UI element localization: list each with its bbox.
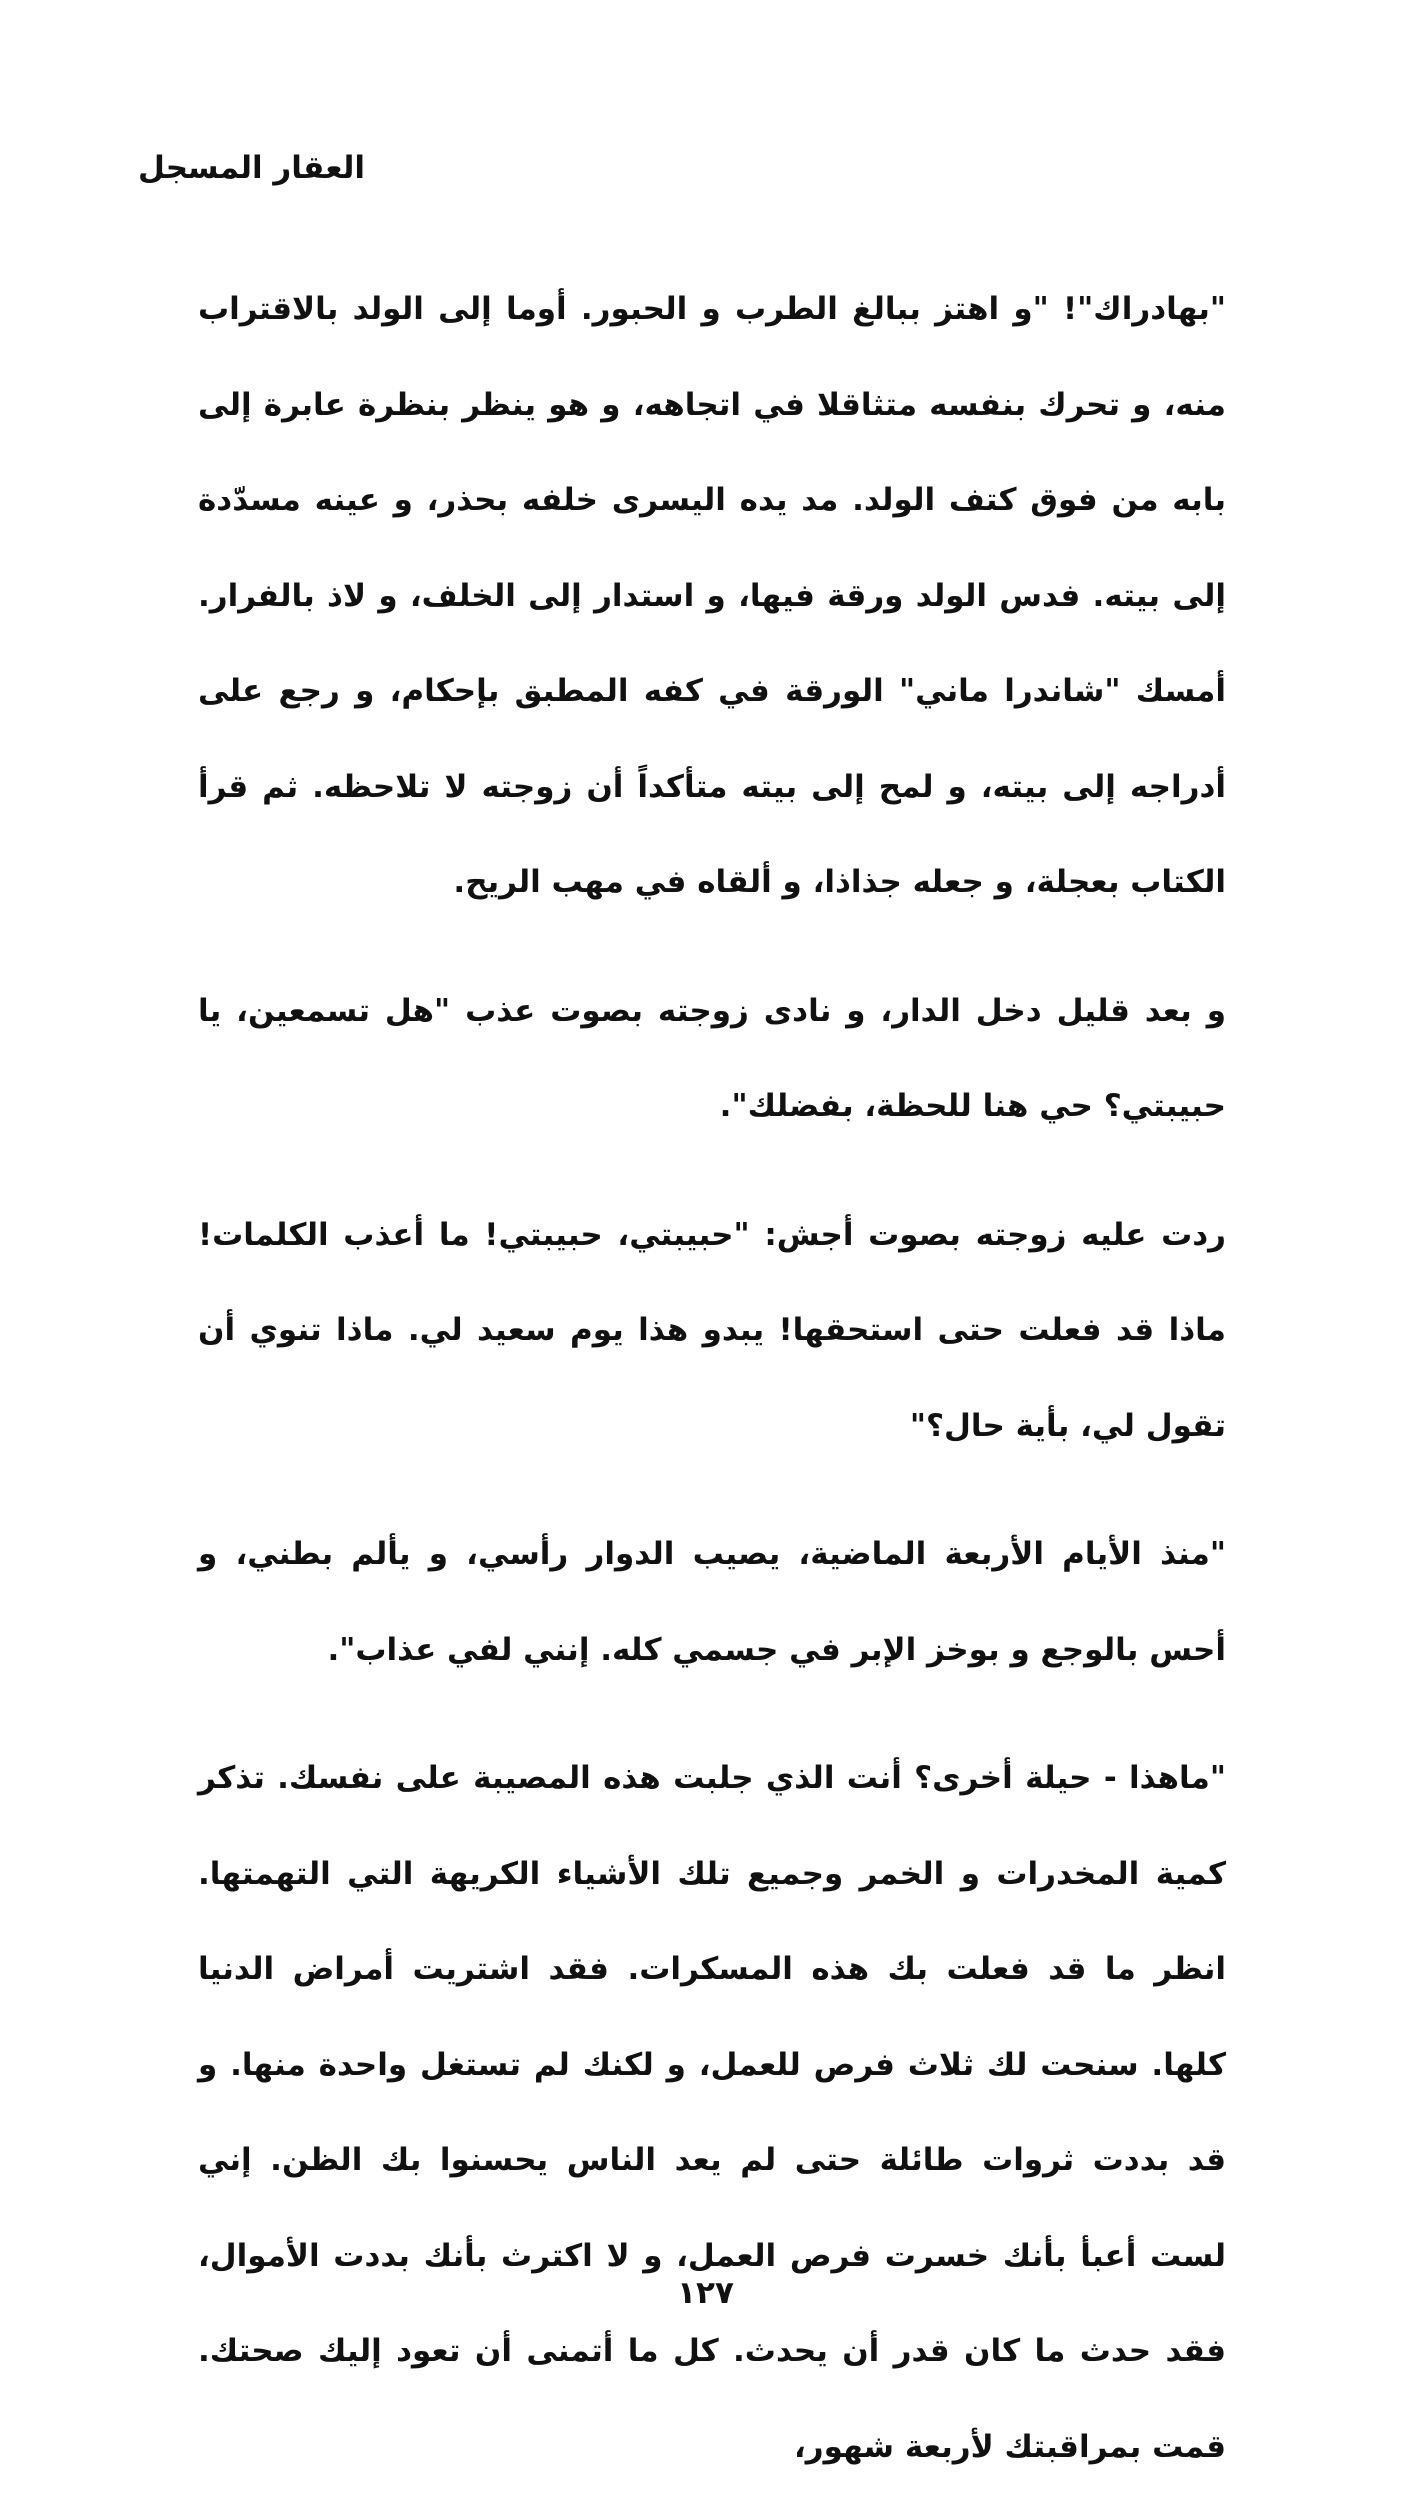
paragraph-3: ردت عليه زوجته بصوت أجش: "حبيبتي، حبيبتي! ما أعذب الكلمات! ماذا قد فعلت حتى استحقها! يبدو هذا يوم سعيد لي. ماذا تنوي أن تقول لي، بأية حال؟" bbox=[198, 1216, 1226, 1444]
paragraph-5: "ماهذا - حيلة أخرى؟ أنت الذي جلبت هذه المصيبة على نفسك. تذكر كمية المخدرات و الخمر وجميع تلك الأشياء الكريهة التي التهمتها. انظر ما قد فعلت بك هذه المسكرات. فقد اشتريت أمراض الدنيا كلها. سنحت لك ثلاث فرص للعمل، و لكنك لم تستغل واحدة منها. و قد بددت ثروات طائلة حتى لم يعد الناس يحسنوا بك الظن. إني لست أعبأ بأنك خسرت فرص العمل، و لا اكترث بأنك بددت الأموال، فقد حدث ما كان قدر أن يحدث. كل ما أتمنى أن تعود إليك صحتك. قمت بمراقبتك لأربعة شهور، bbox=[198, 1760, 1226, 2465]
running-header-book-title: العقار المسجل bbox=[138, 150, 365, 186]
paragraph-1: "بهادراك"! "و اهتز ببالغ الطرب و الحبور. أوما إلى الولد بالاقتراب منه، و تحرك بنفسه متثاقلا في اتجاهه، و هو ينظر بنظرة عابرة إلى بابه من فوق كتف الولد. مد يده اليسرى خلفه بحذر، و عينه مسدّدة إلى بيته. فدس الولد ورقة فيها، و استدار إلى الخلف، و لاذ بالفرار. أمسك "شاندرا ماني" الورقة في كفه المطبق بإحكام، و رجع على أدراجه إلى بيته، و لمح إلى بيته متأكداً أن زوجته لا تلاحظه. ثم قرأ الكتاب بعجلة، و جعله جذاذا، و ألقاه في مهب الريح. bbox=[198, 291, 1226, 900]
paragraph-4: "منذ الأيام الأربعة الماضية، يصيب الدوار رأسي، و يألم بطني، و أحس بالوجع و بوخز الإبر في جسمي كله. إنني لفي عذاب". bbox=[198, 1536, 1226, 1668]
paragraph-2: و بعد قليل دخل الدار، و نادى زوجته بصوت عذب "هل تسمعين، يا حبيبتي؟ حي هنا للحظة، بفضلك". bbox=[198, 992, 1226, 1124]
page-number: ١٢٧ bbox=[677, 2275, 734, 2311]
body-text bbox=[198, 262, 1226, 2495]
